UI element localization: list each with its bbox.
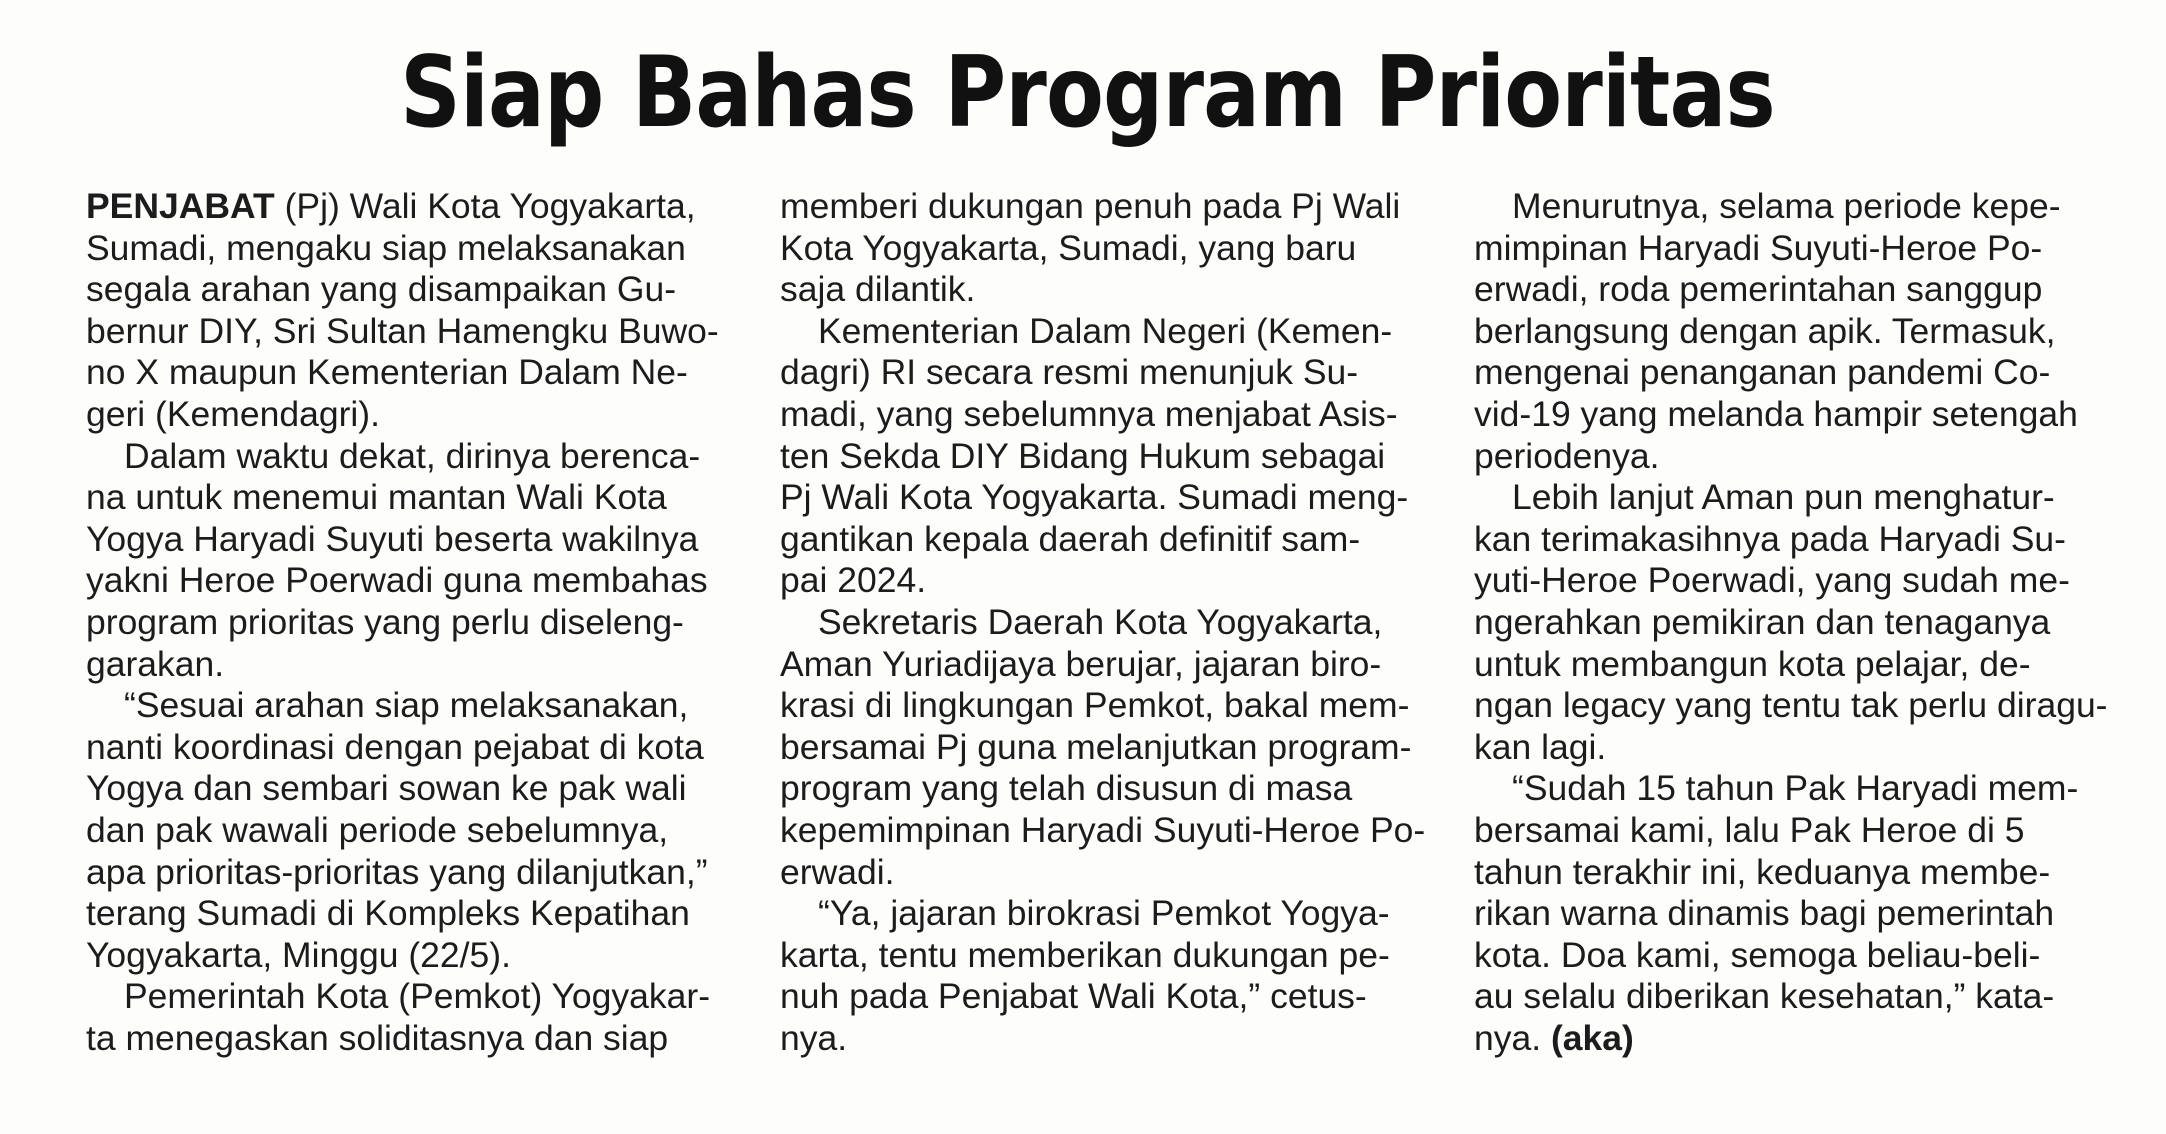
text-line: “Ya, jajaran birokrasi Pemkot Yogya- <box>818 893 1390 934</box>
text-line <box>86 186 726 228</box>
text-line: Sumadi, mengaku siap melaksanakan <box>86 227 686 268</box>
text-line: tahun terakhir ini, keduanya membe- <box>1474 851 2051 892</box>
text-line: Lebih lanjut Aman pun menghatur- <box>1512 477 2055 518</box>
text-line: apa prioritas-prioritas yang dilanjutkan,” <box>86 851 708 892</box>
paragraph <box>86 186 726 436</box>
text-line: nanti koordinasi dengan pejabat di kota <box>86 726 704 767</box>
text-line: dan pak wawali periode sebelumnya, <box>86 809 669 850</box>
text-line: rikan warna dinamis bagi pemerintah <box>1474 893 2055 934</box>
text-line: segala arahan yang disampaikan Gu- <box>86 269 677 310</box>
text-line: Dalam waktu dekat, dirinya berenca- <box>124 435 701 476</box>
text-line: ten Sekda DIY Bidang Hukum sebagai <box>780 435 1386 476</box>
text-line: Kementerian Dalam Negeri (Kemen- <box>818 310 1393 351</box>
text-line: dagri) RI secara resmi menunjuk Su- <box>780 352 1359 393</box>
text-line: mimpinan Haryadi Suyuti-Heroe Po- <box>1474 227 2043 268</box>
paragraph <box>1474 477 2114 768</box>
article-column-2 <box>780 186 1426 1059</box>
text-line: na untuk menemui mantan Wali Kota <box>86 477 667 518</box>
paragraph <box>1474 768 2114 1059</box>
text-line: Pemerintah Kota (Pemkot) Yogyakar- <box>124 976 711 1017</box>
text-line: kota. Doa kami, semoga beliau-beli- <box>1474 934 2041 975</box>
text-line: Sekretaris Daerah Kota Yogyakarta, <box>818 601 1383 642</box>
paragraph <box>780 893 1420 1059</box>
text-line: program yang telah disusun di masa <box>780 768 1353 809</box>
paragraph <box>86 976 726 1059</box>
lead-word: PENJABAT <box>86 186 275 226</box>
text-line: kan terimakasihnya pada Haryadi Su- <box>1474 518 2066 559</box>
text-line: ta menegaskan soliditasnya dan siap <box>86 1017 669 1058</box>
text-line: garakan. <box>86 643 225 684</box>
text-line: yuti-Heroe Poerwadi, yang sudah me- <box>1474 560 2070 601</box>
text-line: gantikan kepala daerah definitif sam- <box>780 518 1361 559</box>
article-column-1 <box>86 186 726 1059</box>
text-line: erwadi. <box>780 851 895 892</box>
text-line <box>1474 1018 2114 1060</box>
text-line: bersamai Pj guna melanjutkan program- <box>780 726 1412 767</box>
text-line: mengenai penanganan pandemi Co- <box>1474 352 2051 393</box>
text-line: saja dilantik. <box>780 269 976 310</box>
text-line: Aman Yuriadijaya berujar, jajaran biro- <box>780 643 1382 684</box>
text-line: ngerahkan pemikiran dan tenaganya <box>1474 601 2051 642</box>
text-line: bernur DIY, Sri Sultan Hamengku Buwo- <box>86 310 719 351</box>
paragraph <box>780 311 1420 602</box>
text-line: nuh pada Penjabat Wali Kota,” cetus- <box>780 976 1367 1017</box>
text-line: berlangsung dengan apik. Termasuk, <box>1474 310 2056 351</box>
text-line: Yogyakarta, Minggu (22/5). <box>86 934 511 975</box>
article-column-3 <box>1474 186 2114 1059</box>
text-line: Menurutnya, selama periode kepe- <box>1512 186 2061 226</box>
text-segment: nya. <box>1474 1017 1551 1058</box>
text-line: krasi di lingkungan Pemkot, bakal mem- <box>780 685 1410 726</box>
text-line: yakni Heroe Poerwadi guna membahas <box>86 560 708 601</box>
text-line: kepemimpinan Haryadi Suyuti-Heroe Po- <box>780 809 1426 850</box>
text-line: kan lagi. <box>1474 726 1607 767</box>
text-segment: (Pj) Wali Kota Yogyakarta, <box>274 186 696 226</box>
text-line: nya. <box>780 1017 848 1058</box>
text-line: pai 2024. <box>780 560 927 601</box>
text-line: Yogya dan sembari sowan ke pak wali <box>86 768 687 809</box>
text-line: memberi dukungan penuh pada Pj Wali <box>780 186 1401 226</box>
text-line: periodenya. <box>1474 435 1660 476</box>
text-line: vid-19 yang melanda hampir setengah <box>1474 393 2078 434</box>
byline: (aka) <box>1550 1017 1634 1058</box>
text-line: no X maupun Kementerian Dalam Ne- <box>86 352 688 393</box>
text-line: erwadi, roda pemerintahan sanggup <box>1474 269 2043 310</box>
text-line: untuk membangun kota pelajar, de- <box>1474 643 2031 684</box>
paragraph <box>86 685 726 976</box>
paragraph <box>780 186 1420 311</box>
text-line: ngan legacy yang tentu tak perlu diragu- <box>1474 685 2108 726</box>
text-line: bersamai kami, lalu Pak Heroe di 5 <box>1474 809 2025 850</box>
text-line: au selalu diberikan kesehatan,” kata- <box>1474 976 2055 1017</box>
text-line: Pj Wali Kota Yogyakarta. Sumadi meng- <box>780 477 1409 518</box>
text-line: geri (Kemendagri). <box>86 393 380 434</box>
text-line: karta, tentu memberikan dukungan pe- <box>780 934 1390 975</box>
headline: Siap Bahas Program Prioritas <box>400 36 1775 150</box>
text-line: Yogya Haryadi Suyuti beserta wakilnya <box>86 518 699 559</box>
text-line: “Sudah 15 tahun Pak Haryadi mem- <box>1512 768 2079 809</box>
text-line: Kota Yogyakarta, Sumadi, yang baru <box>780 227 1357 268</box>
text-line: terang Sumadi di Kompleks Kepatihan <box>86 893 690 934</box>
text-line: “Sesuai arahan siap melaksanakan, <box>124 685 689 726</box>
paragraph <box>1474 186 2114 477</box>
paragraph <box>86 436 726 686</box>
text-line: program prioritas yang perlu diseleng- <box>86 601 684 642</box>
text-line: madi, yang sebelumnya menjabat Asis- <box>780 393 1398 434</box>
paragraph <box>780 601 1426 893</box>
